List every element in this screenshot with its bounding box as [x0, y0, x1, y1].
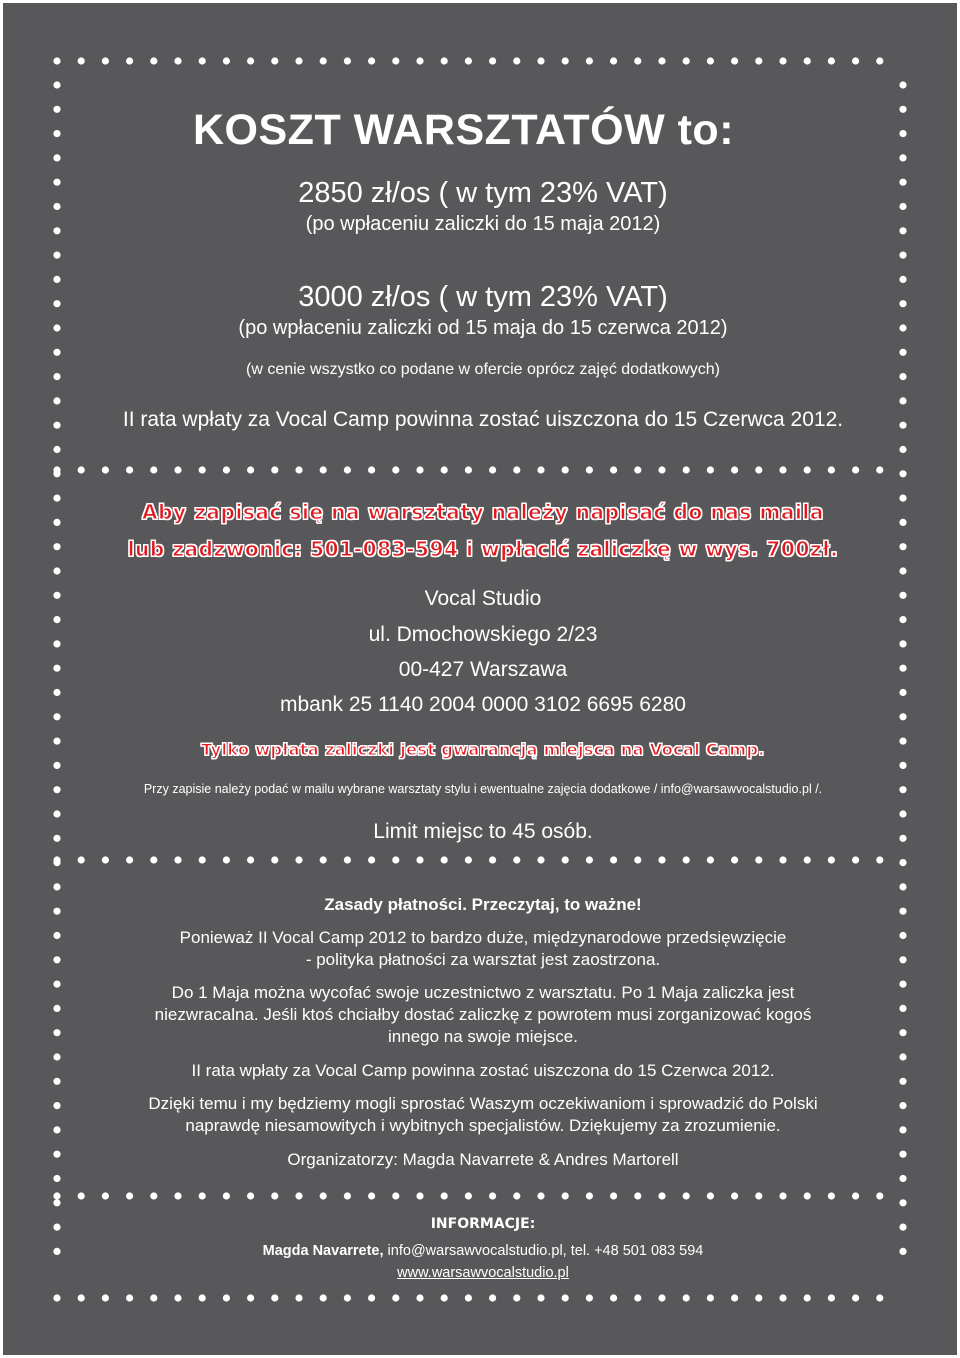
border-dot	[150, 466, 157, 473]
border-dot	[899, 567, 906, 574]
border-dot	[562, 1294, 569, 1301]
border-dot	[320, 57, 327, 64]
border-dot	[150, 57, 157, 64]
border-dot	[78, 856, 85, 863]
border-dot	[223, 1294, 230, 1301]
border-dot	[683, 856, 690, 863]
border-dot	[537, 1294, 544, 1301]
border-dot	[247, 1294, 254, 1301]
border-dot	[899, 252, 906, 259]
border-dot	[320, 856, 327, 863]
rules-p2-line2: niezwracalna. Jeśli ktoś chciałby dostać zaliczkę z powrotem musi zorganizować kogoś	[154, 1005, 812, 1024]
border-dot	[392, 856, 399, 863]
border-dot	[126, 1192, 133, 1199]
rules-p4-line1: Dzięki temu i my będziemy mogli sprostać Waszym oczekiwaniom i sprowadzić do Polski	[148, 1094, 818, 1113]
price-late: 3000 zł/os ( w tym 23% VAT)	[298, 281, 668, 313]
border-dot	[392, 1192, 399, 1199]
border-dot	[658, 1192, 665, 1199]
border-dot	[174, 856, 181, 863]
contact-name: Magda Navarrete,	[262, 1243, 384, 1259]
border-dot	[53, 130, 60, 137]
border-dot	[174, 57, 181, 64]
border-dot	[537, 466, 544, 473]
guarantee-note: Tylko wpłata zaliczki jest gwarancją miejsca na Vocal Camp.	[201, 740, 765, 759]
border-dot	[899, 883, 906, 890]
border-dot	[779, 466, 786, 473]
signup-line-1: Aby zapisać się na warsztaty należy napisać do nas maila	[142, 500, 824, 524]
bank-account: mbank 25 1140 2004 0000 3102 6695 6280	[280, 693, 686, 716]
border-dot	[53, 883, 60, 890]
border-dot	[513, 57, 520, 64]
border-dot	[779, 1192, 786, 1199]
border-dot	[199, 856, 206, 863]
border-dot	[634, 856, 641, 863]
border-dot	[779, 1294, 786, 1301]
border-dot	[53, 349, 60, 356]
border-dot	[223, 57, 230, 64]
border-dot	[610, 1192, 617, 1199]
border-dot	[828, 466, 835, 473]
border-dot	[441, 57, 448, 64]
border-dot	[247, 1192, 254, 1199]
border-dot	[779, 856, 786, 863]
border-dot	[344, 57, 351, 64]
border-dot	[271, 1294, 278, 1301]
organizers: Organizatorzy: Magda Navarrete & Andres Martorell	[287, 1150, 679, 1169]
border-dot	[634, 57, 641, 64]
border-dot	[223, 466, 230, 473]
border-dot	[899, 1175, 906, 1182]
border-dot	[199, 57, 206, 64]
border-dot	[586, 1294, 593, 1301]
border-dot	[441, 856, 448, 863]
border-dot	[416, 466, 423, 473]
border-dot	[828, 856, 835, 863]
border-dot	[223, 856, 230, 863]
price-late-condition: (po wpłaceniu zaliczki od 15 maja do 15 czerwca 2012)	[238, 317, 728, 339]
border-dot	[586, 57, 593, 64]
border-dot	[683, 57, 690, 64]
border-dot	[53, 154, 60, 161]
border-dot	[368, 57, 375, 64]
border-dot	[899, 397, 906, 404]
border-dot	[489, 856, 496, 863]
border-dot	[731, 1294, 738, 1301]
border-dot	[320, 466, 327, 473]
border-dot	[537, 1192, 544, 1199]
border-dot	[876, 57, 883, 64]
border-dot	[876, 1294, 883, 1301]
border-dot	[78, 57, 85, 64]
border-dot	[295, 57, 302, 64]
border-dot	[53, 1294, 60, 1301]
website-link[interactable]: www.warsawvocalstudio.pl	[397, 1265, 569, 1281]
border-dot	[344, 1294, 351, 1301]
border-dot	[586, 856, 593, 863]
border-dot	[344, 856, 351, 863]
border-dot	[441, 1192, 448, 1199]
border-dot	[658, 856, 665, 863]
border-dot	[779, 57, 786, 64]
border-dot	[755, 466, 762, 473]
border-dot	[368, 1294, 375, 1301]
border-dot	[731, 856, 738, 863]
border-dot	[513, 856, 520, 863]
border-dot	[465, 856, 472, 863]
border-dot	[465, 466, 472, 473]
border-dot	[441, 1294, 448, 1301]
border-dot	[126, 57, 133, 64]
border-dot	[465, 57, 472, 64]
border-dot	[247, 466, 254, 473]
border-dot	[53, 810, 60, 817]
border-dot	[78, 1192, 85, 1199]
included-note: (w cenie wszystko co podane w ofercie oprócz zajęć dodatkowych)	[246, 361, 720, 378]
border-dot	[899, 106, 906, 113]
contact-details: info@warsawvocalstudio.pl, tel. +48 501 083 594	[383, 1243, 704, 1259]
info-title: INFORMACJE:	[430, 1216, 536, 1232]
border-dot	[295, 466, 302, 473]
border-dot	[755, 1192, 762, 1199]
border-dot	[683, 1294, 690, 1301]
border-dot	[828, 1192, 835, 1199]
border-dot	[634, 1294, 641, 1301]
border-dot	[489, 1294, 496, 1301]
border-dot	[852, 466, 859, 473]
border-dot	[804, 466, 811, 473]
border-dot	[174, 1192, 181, 1199]
page-title: KOSZT WARSZTATÓW to:	[193, 106, 735, 154]
border-dot	[174, 466, 181, 473]
rules-p1-line2: - polityka płatności za warsztat jest zaostrzona.	[305, 950, 661, 969]
border-dot	[102, 1192, 109, 1199]
border-dot	[489, 57, 496, 64]
border-dot	[126, 466, 133, 473]
payment-rules-title: Zasady płatności. Przeczytaj, to ważne!	[324, 895, 642, 914]
border-dot	[368, 1192, 375, 1199]
border-dot	[899, 470, 906, 477]
border-dot	[658, 466, 665, 473]
border-dot	[899, 130, 906, 137]
border-dot	[899, 81, 906, 88]
signup-line-2: lub zadzwonic: 501-083-594 i wpłacić zaliczkę w wys. 700zł.	[127, 537, 839, 561]
border-dot	[658, 57, 665, 64]
border-dot	[416, 57, 423, 64]
border-dot	[731, 57, 738, 64]
border-dot	[53, 1175, 60, 1182]
border-dot	[610, 1294, 617, 1301]
border-dot	[731, 466, 738, 473]
border-dot	[392, 1294, 399, 1301]
border-dot	[465, 1294, 472, 1301]
border-dot	[53, 567, 60, 574]
border-dot	[755, 856, 762, 863]
border-dot	[126, 856, 133, 863]
border-dot	[683, 1192, 690, 1199]
border-dot	[489, 1192, 496, 1199]
studio-name: Vocal Studio	[424, 587, 542, 610]
border-dot	[53, 762, 60, 769]
rules-p2-line1: Do 1 Maja można wycofać swoje uczestnictwo z warsztatu. Po 1 Maja zaliczka jest	[171, 983, 795, 1002]
border-dot	[271, 466, 278, 473]
rules-p4-line2: naprawdę niesamowitych i wybitnych specjalistów. Dziękujemy za zrozumienie.	[185, 1116, 781, 1135]
border-dot	[755, 57, 762, 64]
border-dot	[102, 57, 109, 64]
border-dot	[392, 57, 399, 64]
border-dot	[804, 856, 811, 863]
border-dot	[683, 466, 690, 473]
border-dot	[320, 1294, 327, 1301]
border-dot	[53, 446, 60, 453]
border-dot	[102, 1294, 109, 1301]
border-dot	[852, 1294, 859, 1301]
border-dot	[78, 1294, 85, 1301]
border-dot	[344, 1192, 351, 1199]
border-dot	[755, 1294, 762, 1301]
border-dot	[828, 1294, 835, 1301]
border-dot	[610, 466, 617, 473]
border-dot	[876, 466, 883, 473]
border-dot	[658, 1294, 665, 1301]
studio-city: 00-427 Warszawa	[398, 658, 568, 681]
border-dot	[804, 1192, 811, 1199]
rules-p2-line3: innego na swoje miejsce.	[388, 1027, 578, 1046]
border-dot	[899, 154, 906, 161]
border-dot	[513, 466, 520, 473]
border-dot	[416, 1294, 423, 1301]
border-dot	[610, 57, 617, 64]
price-early-condition: (po wpłaceniu zaliczki do 15 maja 2012)	[305, 213, 661, 235]
border-dot	[586, 466, 593, 473]
border-dot	[876, 1192, 883, 1199]
border-dot	[899, 1199, 906, 1206]
border-dot	[102, 466, 109, 473]
border-dot	[199, 1294, 206, 1301]
border-dot	[295, 1192, 302, 1199]
border-dot	[102, 856, 109, 863]
border-dot	[707, 856, 714, 863]
border-dot	[899, 349, 906, 356]
border-dot	[562, 466, 569, 473]
border-dot	[899, 762, 906, 769]
border-dot	[513, 1294, 520, 1301]
border-dot	[537, 57, 544, 64]
border-dot	[344, 466, 351, 473]
border-dot	[416, 1192, 423, 1199]
border-dot	[804, 1294, 811, 1301]
second-installment-note: II rata wpłaty za Vocal Camp powinna zostać uiszczona do 15 Czerwca 2012.	[122, 408, 844, 431]
border-dot	[634, 1192, 641, 1199]
price-early: 2850 zł/os ( w tym 23% VAT)	[298, 177, 668, 209]
border-dot	[53, 397, 60, 404]
border-dot	[126, 1294, 133, 1301]
border-dot	[876, 856, 883, 863]
border-dot	[537, 856, 544, 863]
border-dot	[465, 1192, 472, 1199]
border-dot	[320, 1192, 327, 1199]
border-dot	[707, 57, 714, 64]
border-dot	[223, 1192, 230, 1199]
border-dot	[247, 856, 254, 863]
border-dot	[731, 1192, 738, 1199]
border-dot	[271, 1192, 278, 1199]
border-dot	[562, 1192, 569, 1199]
border-dot	[852, 1192, 859, 1199]
mail-note: Przy zapisie należy podać w mailu wybrane warsztaty stylu i ewentualne zajęcia dodatkowe / info@warsawvocalstudio.pl /.	[143, 782, 823, 796]
border-dot	[150, 1192, 157, 1199]
border-dot	[78, 466, 85, 473]
border-dot	[174, 1294, 181, 1301]
border-dot	[368, 856, 375, 863]
border-dot	[562, 856, 569, 863]
border-dot	[199, 466, 206, 473]
border-dot	[707, 1192, 714, 1199]
border-dot	[247, 57, 254, 64]
border-dot	[53, 57, 60, 64]
border-dot	[271, 57, 278, 64]
border-dot	[392, 466, 399, 473]
border-dot	[804, 57, 811, 64]
border-dot	[441, 466, 448, 473]
border-dot	[707, 466, 714, 473]
border-dot	[295, 856, 302, 863]
border-dot	[852, 57, 859, 64]
border-dot	[199, 1192, 206, 1199]
border-dot	[53, 81, 60, 88]
border-dot	[634, 466, 641, 473]
border-dot	[416, 856, 423, 863]
contact-line	[3, 1243, 957, 1259]
border-dot	[899, 810, 906, 817]
border-dot	[150, 1294, 157, 1301]
border-dot	[828, 57, 835, 64]
border-dot	[899, 859, 906, 866]
poster	[3, 3, 957, 1355]
border-dot	[610, 856, 617, 863]
border-dot	[852, 856, 859, 863]
border-dot	[586, 1192, 593, 1199]
border-dot	[899, 446, 906, 453]
border-dot	[513, 1192, 520, 1199]
border-dot	[295, 1294, 302, 1301]
border-dot	[53, 1199, 60, 1206]
border-dot	[53, 470, 60, 477]
border-dot	[368, 466, 375, 473]
border-dot	[150, 856, 157, 863]
rules-p3: II rata wpłaty za Vocal Camp powinna zostać uiszczona do 15 Czerwca 2012.	[191, 1061, 775, 1080]
participant-limit: Limit miejsc to 45 osób.	[373, 820, 593, 843]
border-dot	[489, 466, 496, 473]
border-dot	[53, 859, 60, 866]
border-dot	[53, 252, 60, 259]
border-dot	[53, 106, 60, 113]
border-dot	[53, 1192, 60, 1199]
rules-p1-line1: Ponieważ II Vocal Camp 2012 to bardzo duże, międzynarodowe przedsięwzięcie	[179, 928, 787, 947]
border-dot	[271, 856, 278, 863]
border-dot	[562, 57, 569, 64]
border-dot	[707, 1294, 714, 1301]
studio-street: ul. Dmochowskiego 2/23	[368, 623, 598, 646]
